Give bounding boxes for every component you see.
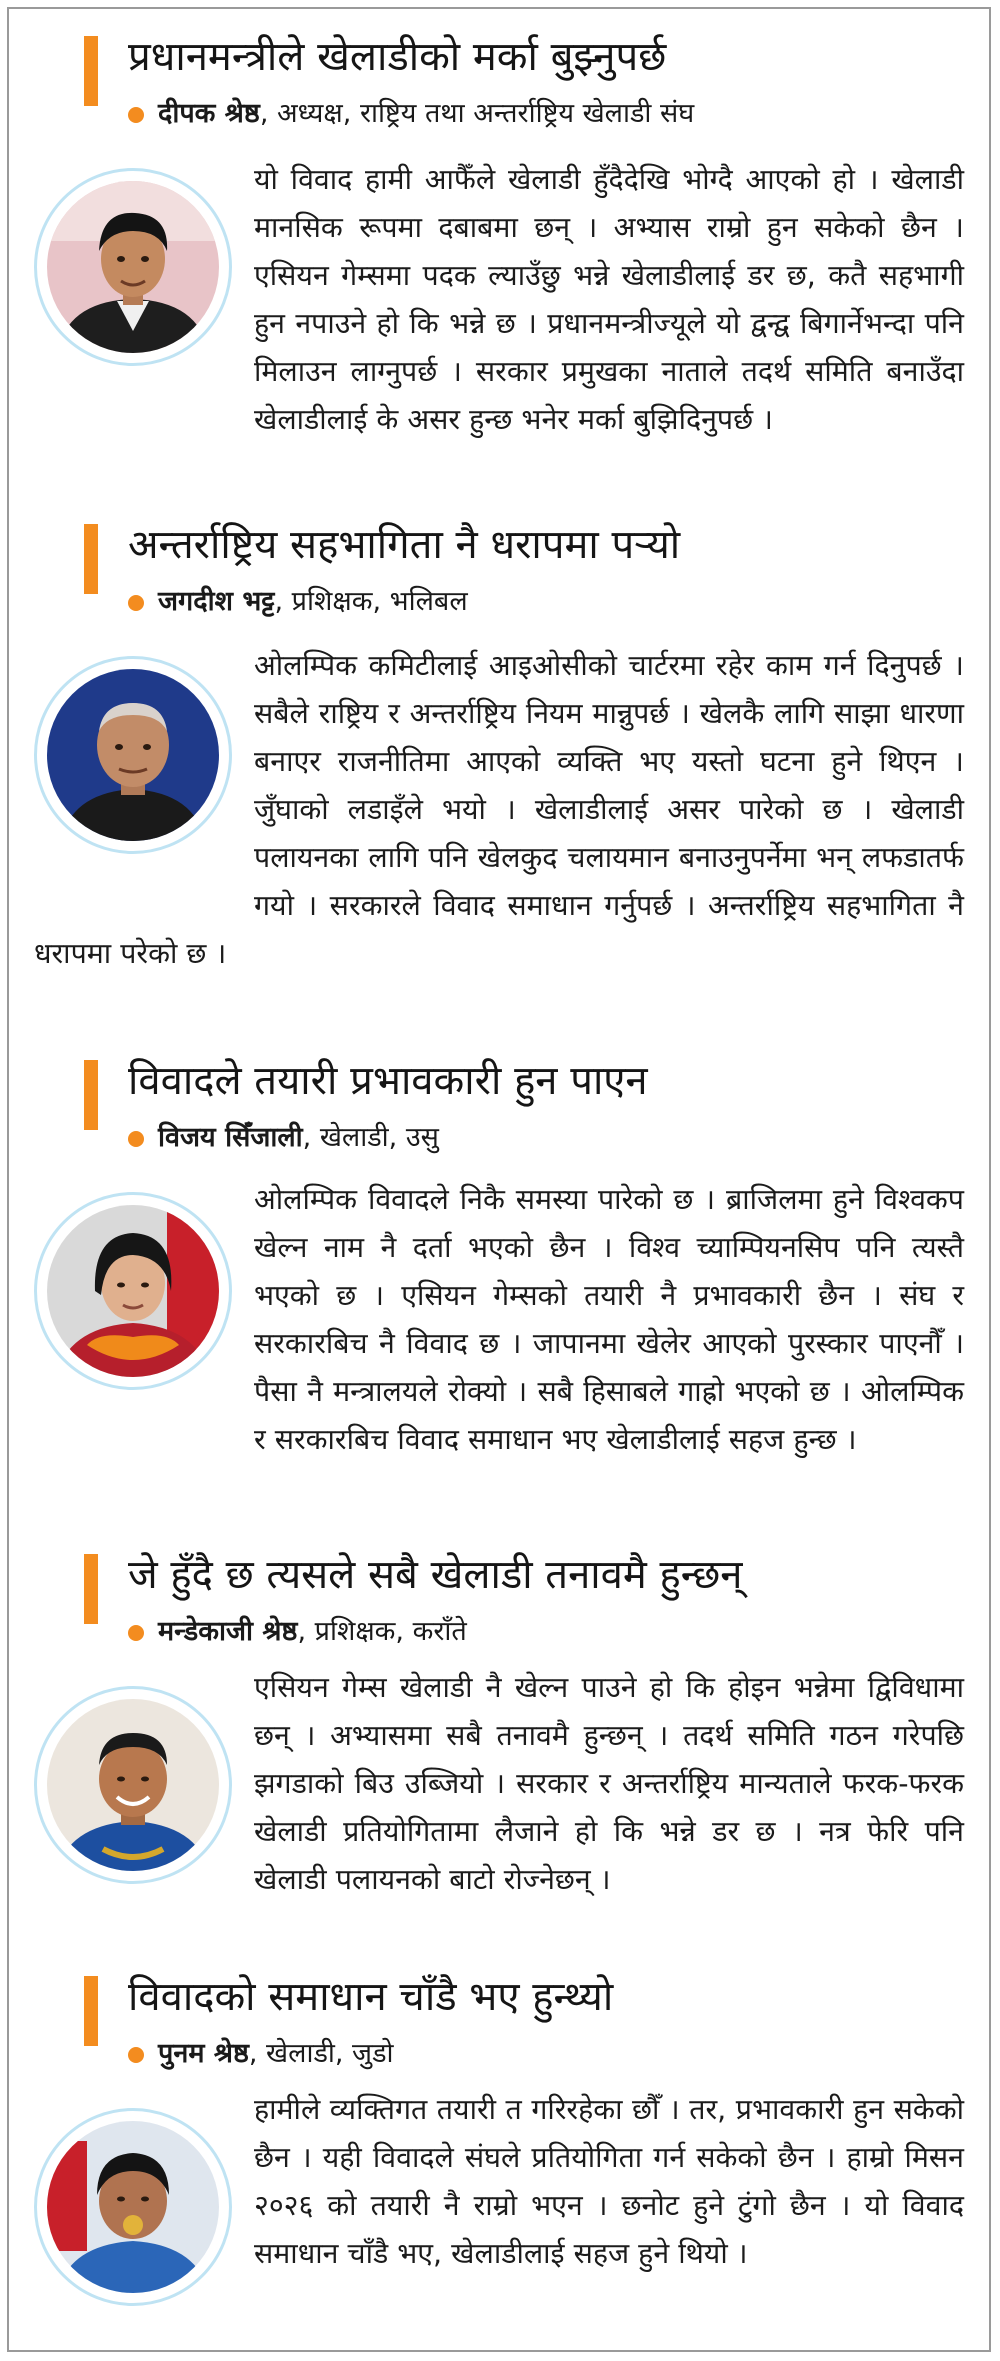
article-headline: प्रधानमन्त्रीले खेलाडीको मर्का बुझ्नुपर्छ [128, 34, 667, 80]
headline-accent-bar [84, 1060, 98, 1130]
bullet-dot-icon [128, 1131, 144, 1147]
headline-accent-bar [84, 1976, 98, 2046]
article-body: एसियन गेम्स खेलाडी नै खेल्न पाउने हो कि होइन भन्नेमा द्विविधामा छन् । अभ्यासमा सबै तनावमै हुन्छन् । तदर्थ समिति गठन गरेपछि झगडाको बिउ उब्जियो । सरकार र अन्तर्राष्ट्रिय मान्यताले फरक-फरक खेलाडी प्रतियोगितामा लैजाने हो कि भन्ने डर छ । नत्र फेरि पनि खेलाडी पलायनको बाटो रोज्नेछन् । [254, 1671, 964, 1896]
byline [128, 1612, 968, 1652]
author-name: पुनम श्रेष्ठ [158, 2038, 249, 2069]
author-role: , प्रशिक्षक, कराँते [297, 1616, 467, 1647]
article-body: ओलम्पिक कमिटीलाई आइओसीको चार्टरमा रहेर काम गर्न दिनुपर्छ । सबैले राष्ट्रिय र अन्तर्राष्ट्रिय नियम मान्नुपर्छ । खेलकै लागि साझा धारणा बनाएर राजनीतिमा आएको व्यक्ति भए यस्तो घटना हुने थिएन । जुँघाको लडाइँले भयो । खेलाडीलाई असर पारेको छ । खेलाडी पलायनका लागि पनि खेलकुद चलायमान बनाउनुपर्नेमा भन् लफडातर्फ गयो । सरकारले विवाद समाधान गर्नुपर्छ । अन्तर्राष्ट्रिय सहभागिता नै धरापमा परेको छ । [34, 649, 964, 970]
author-role: , खेलाडी, जुडो [248, 2038, 394, 2069]
byline [128, 582, 968, 622]
byline [128, 94, 968, 134]
bullet-dot-icon [128, 1625, 144, 1641]
article-body: यो विवाद हामी आफैँले खेलाडी हुँदैदेखि भोग्दै आएको हो । खेलाडी मानसिक रूपमा दबाबमा छन् । अभ्यास राम्रो हुन सकेको छैन । एसियन गेम्समा पदक ल्याउँछु भन्ने खेलाडीलाई डर छ, कतै सहभागी हुन नपाउने हो कि भन्ने छ । प्रधानमन्त्रीज्यूले यो द्वन्द्व बिगार्नेभन्दा पनि मिलाउन लाग्नुपर्छ । सरकार प्रमुखका नाताले तदर्थ समिति बनाउँदा खेलाडीलाई के असर हुन्छ भनेर मर्का बुझिदिनुपर्छ । [254, 163, 964, 436]
article-5 [0, 1968, 1000, 2348]
author-name: दीपक श्रेष्ठ [158, 98, 260, 129]
author-role: , प्रशिक्षक, भलिबल [274, 586, 468, 617]
author-role: , अध्यक्ष, राष्ट्रिय तथा अन्तर्राष्ट्रिय खेलाडी संघ [259, 98, 695, 129]
author-name: जगदीश भट्ट [158, 586, 275, 617]
article-1 [0, 28, 1000, 498]
bullet-dot-icon [128, 595, 144, 611]
author-name: विजय सिँजाली [158, 1122, 303, 1153]
article-2 [0, 516, 1000, 1036]
byline [128, 1118, 968, 1158]
headline-accent-bar [84, 1554, 98, 1624]
article-4 [0, 1546, 1000, 1966]
article-body: ओलम्पिक विवादले निकै समस्या पारेको छ । ब्राजिलमा हुने विश्वकप खेल्न नाम नै दर्ता भएको छैन । विश्व च्याम्पियनसिप पनि त्यस्तै भएको छ । एसियन गेम्सको तयारी नै प्रभावकारी छैन । संघ र सरकारबिच नै विवाद छ । जापानमा खेलेर आएको पुरस्कार पाएनौँ । पैसा नै मन्त्रालयले रोक्यो । सबै हिसाबले गाह्रो भएको छ । ओलम्पिक र सरकारबिच विवाद समाधान भए खेलाडीलाई सहज हुन्छ । [254, 1183, 964, 1456]
author-role: , खेलाडी, उसु [302, 1122, 439, 1153]
article-body: हामीले व्यक्तिगत तयारी त गरिरहेका छौँ । तर, प्रभावकारी हुन सकेको छैन । यही विवादले संघले प्रतियोगिता गर्न सकेको छैन । हाम्रो मिसन २०२६ को तयारी नै राम्रो भएन । छनोट हुने टुंगो छैन । यो विवाद समाधान चाँडै भए, खेलाडीलाई सहज हुने थियो । [254, 2093, 964, 2270]
byline [128, 2034, 968, 2074]
author-name: मन्डेकाजी श्रेष्ठ [158, 1616, 298, 1647]
article-headline: विवादको समाधान चाँडै भए हुन्थ्यो [128, 1974, 614, 2020]
bullet-dot-icon [128, 2047, 144, 2063]
headline-accent-bar [84, 524, 98, 594]
article-3 [0, 1052, 1000, 1532]
article-headline: विवादले तयारी प्रभावकारी हुन पाएन [128, 1058, 648, 1104]
headline-accent-bar [84, 36, 98, 106]
article-headline: जे हुँदै छ त्यसले सबै खेलाडी तनावमै हुन्छन् [128, 1552, 743, 1598]
article-headline: अन्तर्राष्ट्रिय सहभागिता नै धरापमा पर्‍यो [128, 522, 681, 568]
bullet-dot-icon [128, 107, 144, 123]
